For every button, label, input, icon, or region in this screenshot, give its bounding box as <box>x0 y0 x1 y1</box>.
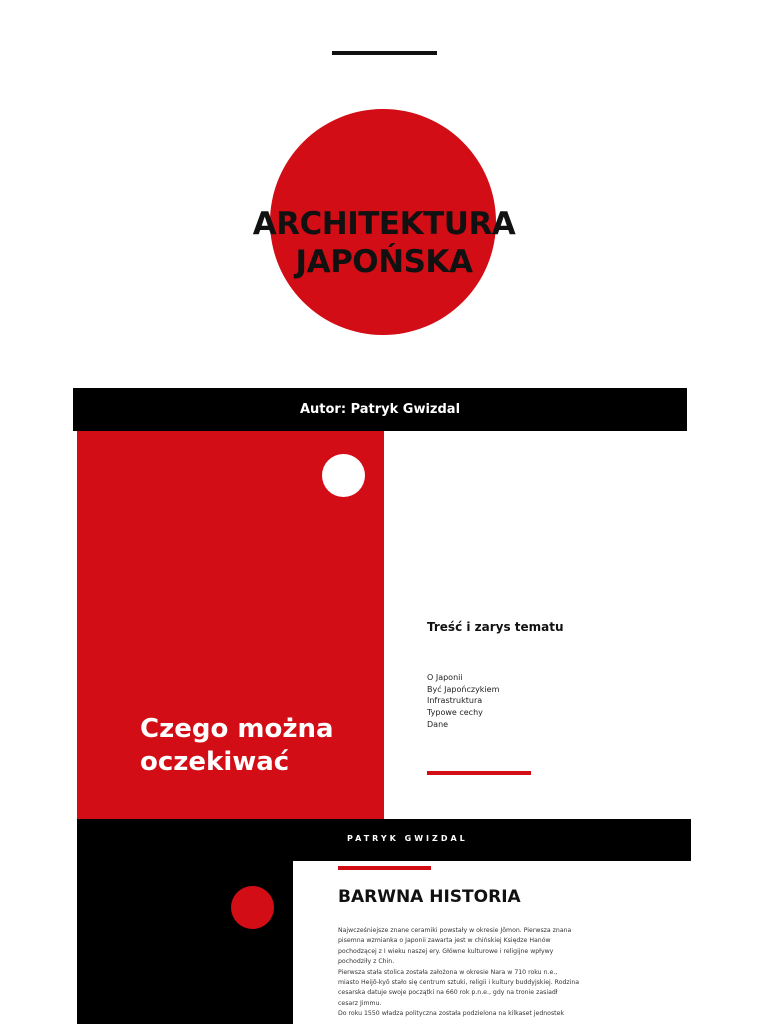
contents-title: Treść i zarys tematu <box>427 620 564 634</box>
history-line: pochodziły z Chin. <box>338 958 395 966</box>
history-underline <box>338 866 431 870</box>
history-text <box>338 926 600 1020</box>
history-line: pochodzącej z I wieku naszej ery. Główne kulturowe i religijne wpływy <box>338 947 554 955</box>
contents-item: O Japonii <box>427 673 463 682</box>
history-title: BARWNA HISTORIA <box>338 887 521 907</box>
cover-title-line-1: ARCHITEKTURA <box>252 206 516 242</box>
contents-item: Typowe cechy <box>427 708 483 718</box>
contents-item: Być Japończykiem <box>427 684 500 694</box>
author-bar <box>73 388 687 431</box>
contents-item: Dane <box>427 719 449 729</box>
history-line: cesarska datuje swoje początki na 660 rok p.n.e., gdy na tronie zasiadł <box>338 989 558 997</box>
name-bar-label: PATRYK GWIZDAL <box>347 834 468 843</box>
black-panel <box>77 861 293 1024</box>
white-dot <box>322 454 365 497</box>
history-line: cesarz Jimmu. <box>338 999 382 1007</box>
history-line: miasto Heijō-kyō stało się centrum sztuki, religii i kultury buddyjskiej. Rodzina <box>338 979 580 987</box>
contents-heading: Czego można oczekiwać <box>140 714 334 777</box>
contents-underline <box>427 771 531 775</box>
cover-title-line-2: JAPOŃSKA <box>295 244 473 280</box>
author-name: Autor: Patryk Gwizdal <box>299 402 461 417</box>
contents-item: Infrastruktura <box>427 696 483 706</box>
history-line: pisemna wzmianka o Japonii zawarta jest w chińskiej Księdze Hanów <box>338 937 551 945</box>
history-line: Do roku 1550 władza polityczna została podzielona na kilkaset jednostek <box>338 1010 564 1018</box>
name-bar <box>77 819 691 861</box>
contents-list <box>427 672 499 731</box>
top-divider <box>332 51 437 55</box>
history-line: Pierwsza stała stolica została założona w okresie Nara w 710 roku n.e., <box>338 968 558 976</box>
cover-title <box>200 205 568 281</box>
history-line: Najwcześniejsze znane ceramiki powstały w okresie Jōmon. Pierwsza znana <box>338 927 572 934</box>
red-dot <box>231 886 274 929</box>
